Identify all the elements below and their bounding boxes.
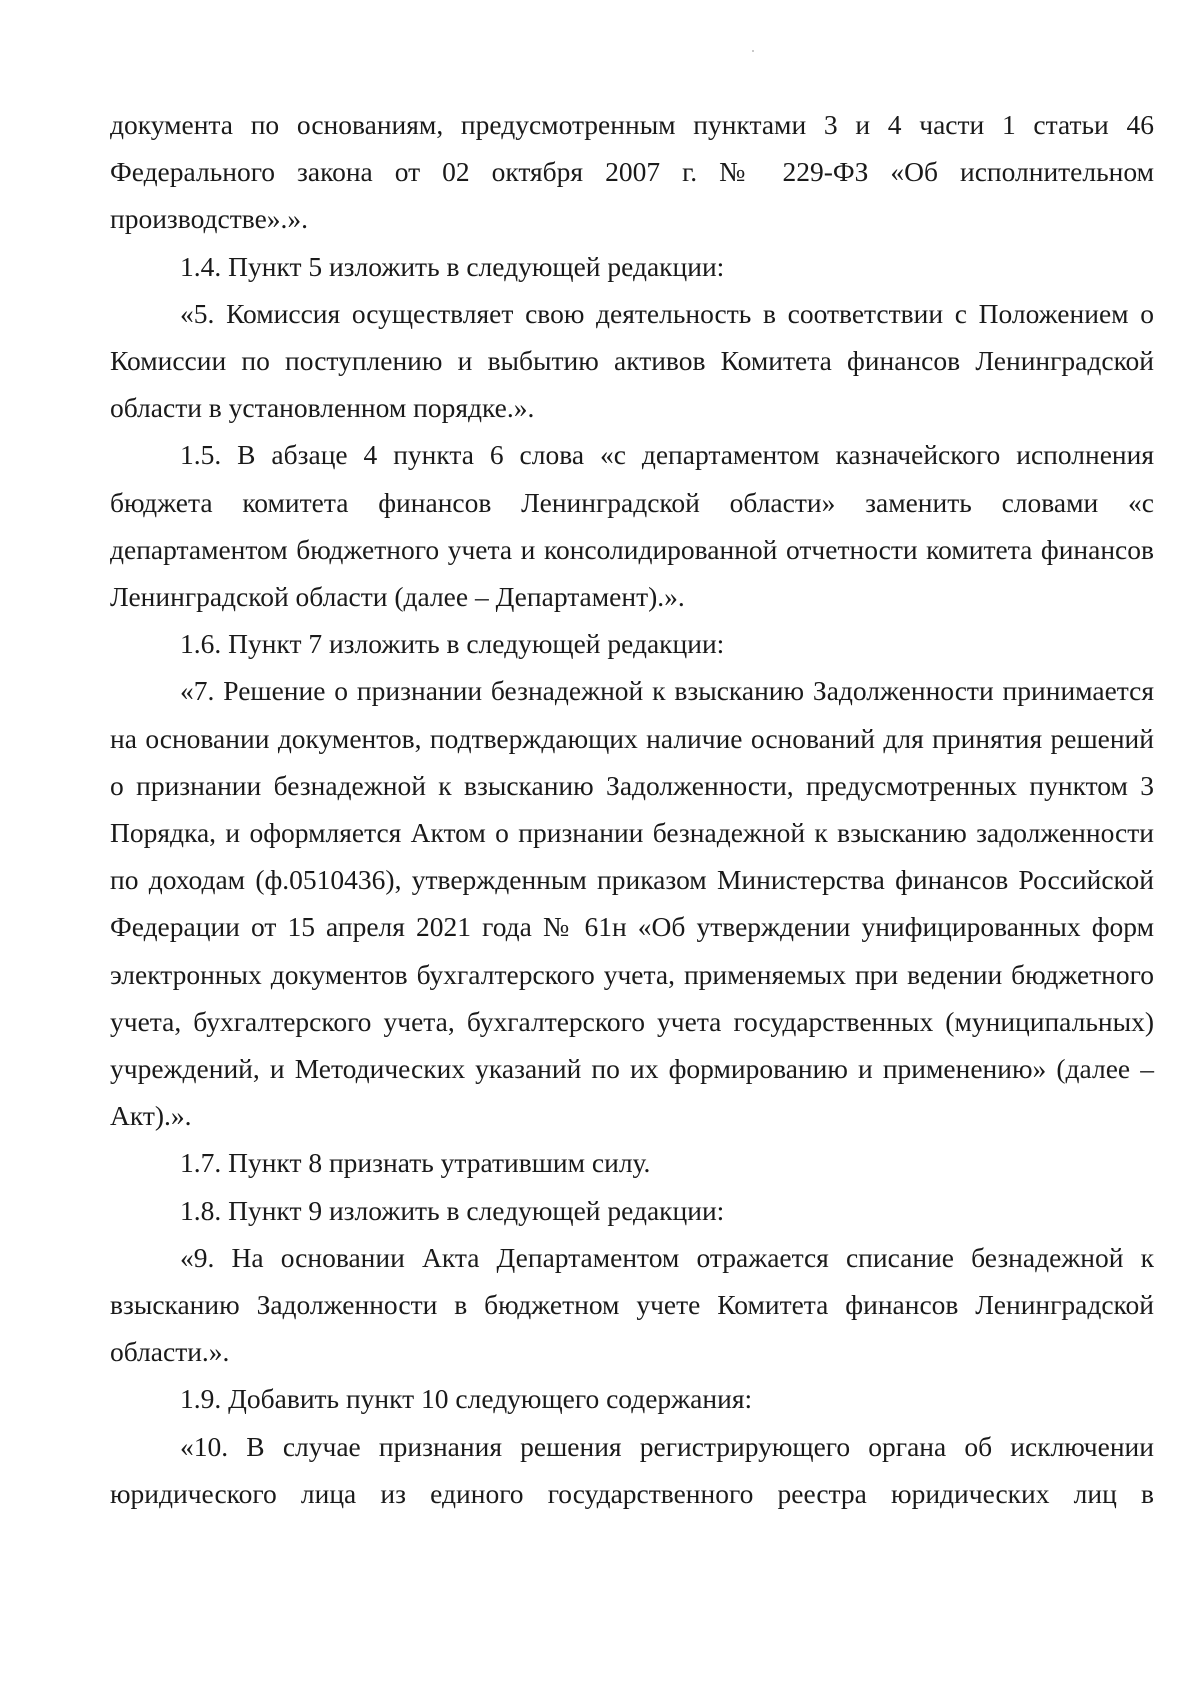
paragraph-clause-10: «10. В случае признания решения регистрирующего органа об исключении юридического лица из единого государственного реестра юридических лиц в: [110, 1430, 1154, 1509]
paragraph-clause-9: «9. На основании Акта Департаментом отражается списание безнадежной к взысканию Задолженности в бюджетном учете Комитета финансов Ленинградской области.».: [110, 1241, 1154, 1368]
paragraph-item-1-5: 1.5. В абзаце 4 пункта 6 слова «с департаментом казначейского исполнения бюджета комитета финансов Ленинградской области» заменить словами «с департаментом бюджетного учета и консолидированной отчетности комитета финансов Ленинградской области (далее – Департамент).».: [110, 439, 1154, 613]
paragraph-item-1-6: 1.6. Пункт 7 изложить в следующей редакции:: [180, 628, 725, 660]
paragraph-clause-5: «5. Комиссия осуществляет свою деятельность в соответствии с Положением о Комиссии по поступлению и выбытию активов Комитета финансов Ленинградской области в установленном порядке.».: [110, 297, 1154, 424]
paragraph-item-1-8: 1.8. Пункт 9 изложить в следующей редакции:: [180, 1194, 725, 1226]
scan-speck: [752, 50, 754, 52]
paragraph-item-1-4: 1.4. Пункт 5 изложить в следующей редакции:: [180, 250, 725, 282]
paragraph-item-1-7: 1.7. Пункт 8 признать утратившим силу.: [180, 1147, 651, 1179]
document-body: [110, 101, 1154, 1517]
paragraph-item-1-9: 1.9. Добавить пункт 10 следующего содержания:: [180, 1383, 753, 1415]
paragraph-continuation: документа по основаниям, предусмотренным пунктами 3 и 4 части 1 статьи 46 Федерального закона от 02 октября 2007 г. № 229-ФЗ «Об исполнительном производстве».».: [110, 109, 1154, 235]
paragraph-clause-7: «7. Решение о признании безнадежной к взысканию Задолженности принимается на основании документов, подтверждающих наличие оснований для принятия решений о признании безнадежной к взысканию Задолженности, предусмотренных пунктом 3 Порядка, и оформляется Актом о признании безнадежной к взысканию задолженности по доходам (ф.0510436), утвержденным приказом Министерства финансов Российской Федерации от 15 апреля 2021 года № 61н «Об утверждении унифицированных форм электронных документов бухгалтерского учета, применяемых при ведении бюджетного учета, бухгалтерского учета, бухгалтерского учета государственных (муниципальных) учреждений, и Методических указаний по их формированию и применению» (далее – Акт).».: [110, 675, 1154, 1132]
